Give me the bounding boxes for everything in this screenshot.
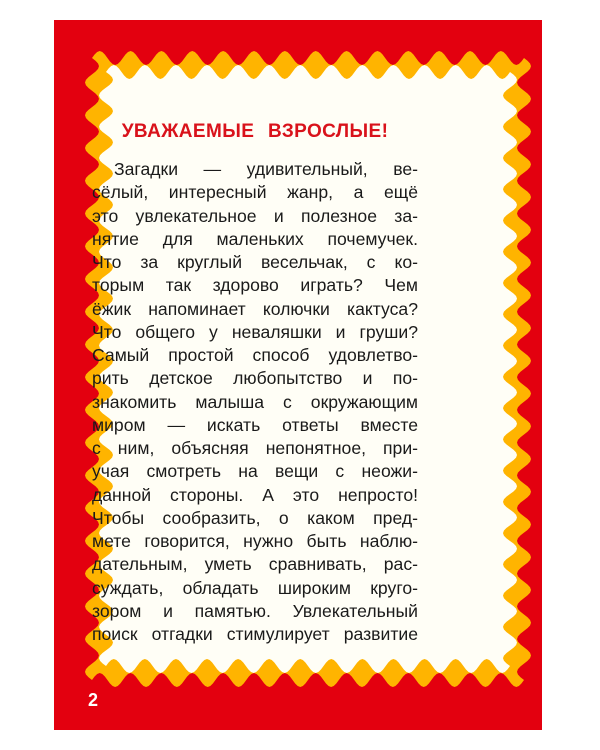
body-line: данной стороны. А это непросто!	[92, 484, 418, 505]
body-line: мете говорится, нужно быть наблю-	[92, 531, 418, 551]
body-line: нятие для маленьких почемучек.	[92, 228, 418, 249]
body-line: дательным, уметь сравнивать, рас-	[92, 554, 418, 575]
body-line: зором и памятью. Увлекательный	[92, 600, 418, 621]
body-line: рить детское любопытство и по-	[92, 368, 418, 389]
text-block	[92, 120, 418, 646]
body-line: это увлекательное и полезное за-	[92, 205, 418, 226]
body-line: Чтобы сообразить, о каком пред-	[92, 507, 418, 528]
body-line: Загадки — удивительный, ве-	[114, 159, 418, 179]
body-text	[92, 158, 418, 646]
body-line: миром — искать ответы вместе	[92, 414, 418, 435]
body-line: Что за круглый весельчак, с ко-	[92, 252, 418, 272]
body-line: учая смотреть на вещи с неожи-	[92, 461, 418, 482]
body-line: поиск отгадки стимулирует развитие	[92, 624, 418, 644]
body-line: Что общего у неваляшки и груши?	[92, 321, 418, 342]
body-line: суждать, обладать широким круго-	[92, 577, 418, 598]
page-number: 2	[88, 690, 99, 710]
body-line: знакомить малыша с окружающим	[92, 391, 418, 412]
body-line: Самый простой способ удовлетво-	[92, 345, 418, 365]
page-heading: УВАЖАЕМЫЕ ВЗРОСЛЫЕ!	[121, 121, 389, 142]
body-line: сёлый, интересный жанр, а ещё	[92, 182, 418, 203]
body-line: с ним, объясняя непонятное, при-	[92, 438, 418, 458]
body-line: ёжик напоминает колючки кактуса?	[92, 298, 418, 319]
body-line: торым так здорово играть? Чем	[92, 275, 418, 296]
